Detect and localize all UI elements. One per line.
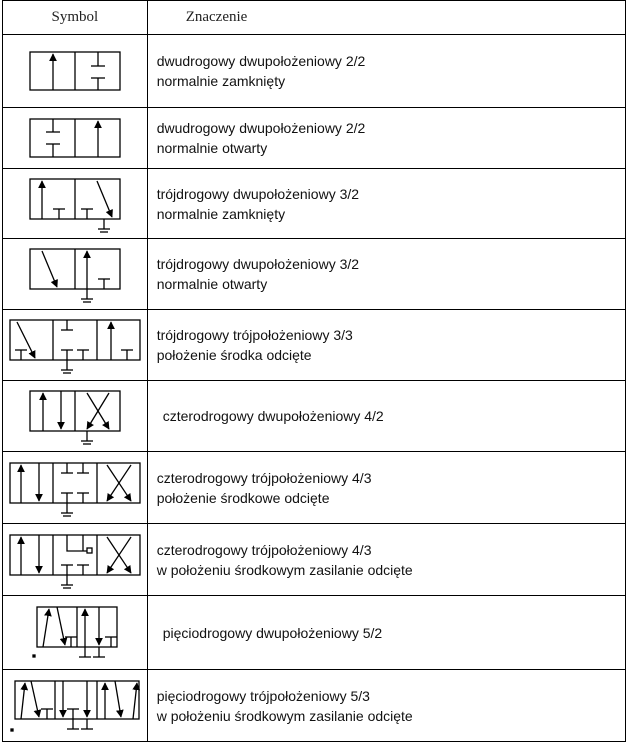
meaning-line-1: czterodrogowy trójpołożeniowy 4/3 [156, 541, 372, 558]
valve-5-3-icon [7, 675, 143, 737]
meaning-cell [147, 35, 625, 108]
meaning-line-1: czterodrogowy trójpołożeniowy 4/3 [156, 469, 372, 486]
meaning-line-2: normalnie otwarty [156, 276, 268, 292]
meaning-column-header: Znaczenie [147, 1, 625, 35]
meaning-line-2: normalnie otwarty [156, 140, 268, 156]
meaning-line-1: trójdrogowy dwupołożeniowy 3/2 [156, 185, 360, 202]
meaning-cell [147, 239, 625, 310]
meaning-line-2: w położeniu środkowym zasilanie odcięte [156, 707, 413, 724]
symbol-cell [3, 108, 148, 169]
symbol-cell [3, 524, 148, 596]
table-row [3, 35, 626, 108]
table-row [3, 670, 626, 742]
table-row [3, 381, 626, 452]
valve-3-3-icon [7, 314, 143, 376]
table-header-row [3, 1, 626, 35]
meaning-line-1: trójdrogowy trójpołożeniowy 3/3 [156, 327, 353, 343]
meaning-cell [147, 381, 625, 452]
meaning-line-2: w położeniu środkowym zasilanie odcięte [156, 561, 413, 578]
meaning-cell [147, 169, 625, 239]
valve-4-2-icon [25, 385, 125, 447]
valve-2-2-no-icon [25, 114, 125, 162]
symbol-cell [3, 239, 148, 310]
symbol-cell [3, 452, 148, 524]
meaning-line-2: położenie środkowe odcięte [156, 489, 330, 506]
valve-symbols-table [2, 0, 626, 742]
meaning-line-1: pięciodrogowy dwupołożeniowy 5/2 [162, 624, 383, 641]
symbol-cell [3, 310, 148, 381]
symbol-cell [3, 670, 148, 742]
valve-4-3-closed-center-icon [7, 457, 143, 519]
meaning-cell [147, 452, 625, 524]
valve-4-3-supply-cut-icon [7, 529, 143, 591]
meaning-line-2: położenie środka odcięte [156, 347, 312, 363]
symbol-cell [3, 35, 148, 108]
meaning-line-1: dwudrogowy dwupołożeniowy 2/2 [156, 53, 366, 69]
meaning-cell [147, 524, 625, 596]
valve-3-2-no-icon [25, 243, 125, 305]
table-row [3, 239, 626, 310]
symbol-cell [3, 381, 148, 452]
meaning-line-1: trójdrogowy dwupołożeniowy 3/2 [156, 256, 360, 272]
meaning-line-1: dwudrogowy dwupołożeniowy 2/2 [156, 120, 366, 136]
table-row [3, 108, 626, 169]
meaning-line-1: pięciodrogowy trójpołożeniowy 5/3 [156, 687, 370, 704]
meaning-cell [147, 670, 625, 742]
table-row [3, 524, 626, 596]
table-row [3, 169, 626, 239]
meaning-cell [147, 596, 625, 670]
symbol-column-header: Symbol [3, 1, 148, 35]
symbol-cell [3, 169, 148, 239]
meaning-line-1: czterodrogowy dwupołożeniowy 4/2 [162, 408, 384, 424]
valve-5-2-icon [25, 601, 125, 665]
valve-2-2-nc-icon [25, 46, 125, 96]
symbol-cell [3, 596, 148, 670]
valve-3-2-nc-icon [25, 173, 125, 235]
meaning-cell [147, 310, 625, 381]
meaning-cell [147, 108, 625, 169]
meaning-line-2: normalnie zamknięty [156, 205, 286, 222]
table-row [3, 452, 626, 524]
table-row [3, 310, 626, 381]
meaning-line-2: normalnie zamknięty [156, 73, 286, 89]
table-row [3, 596, 626, 670]
